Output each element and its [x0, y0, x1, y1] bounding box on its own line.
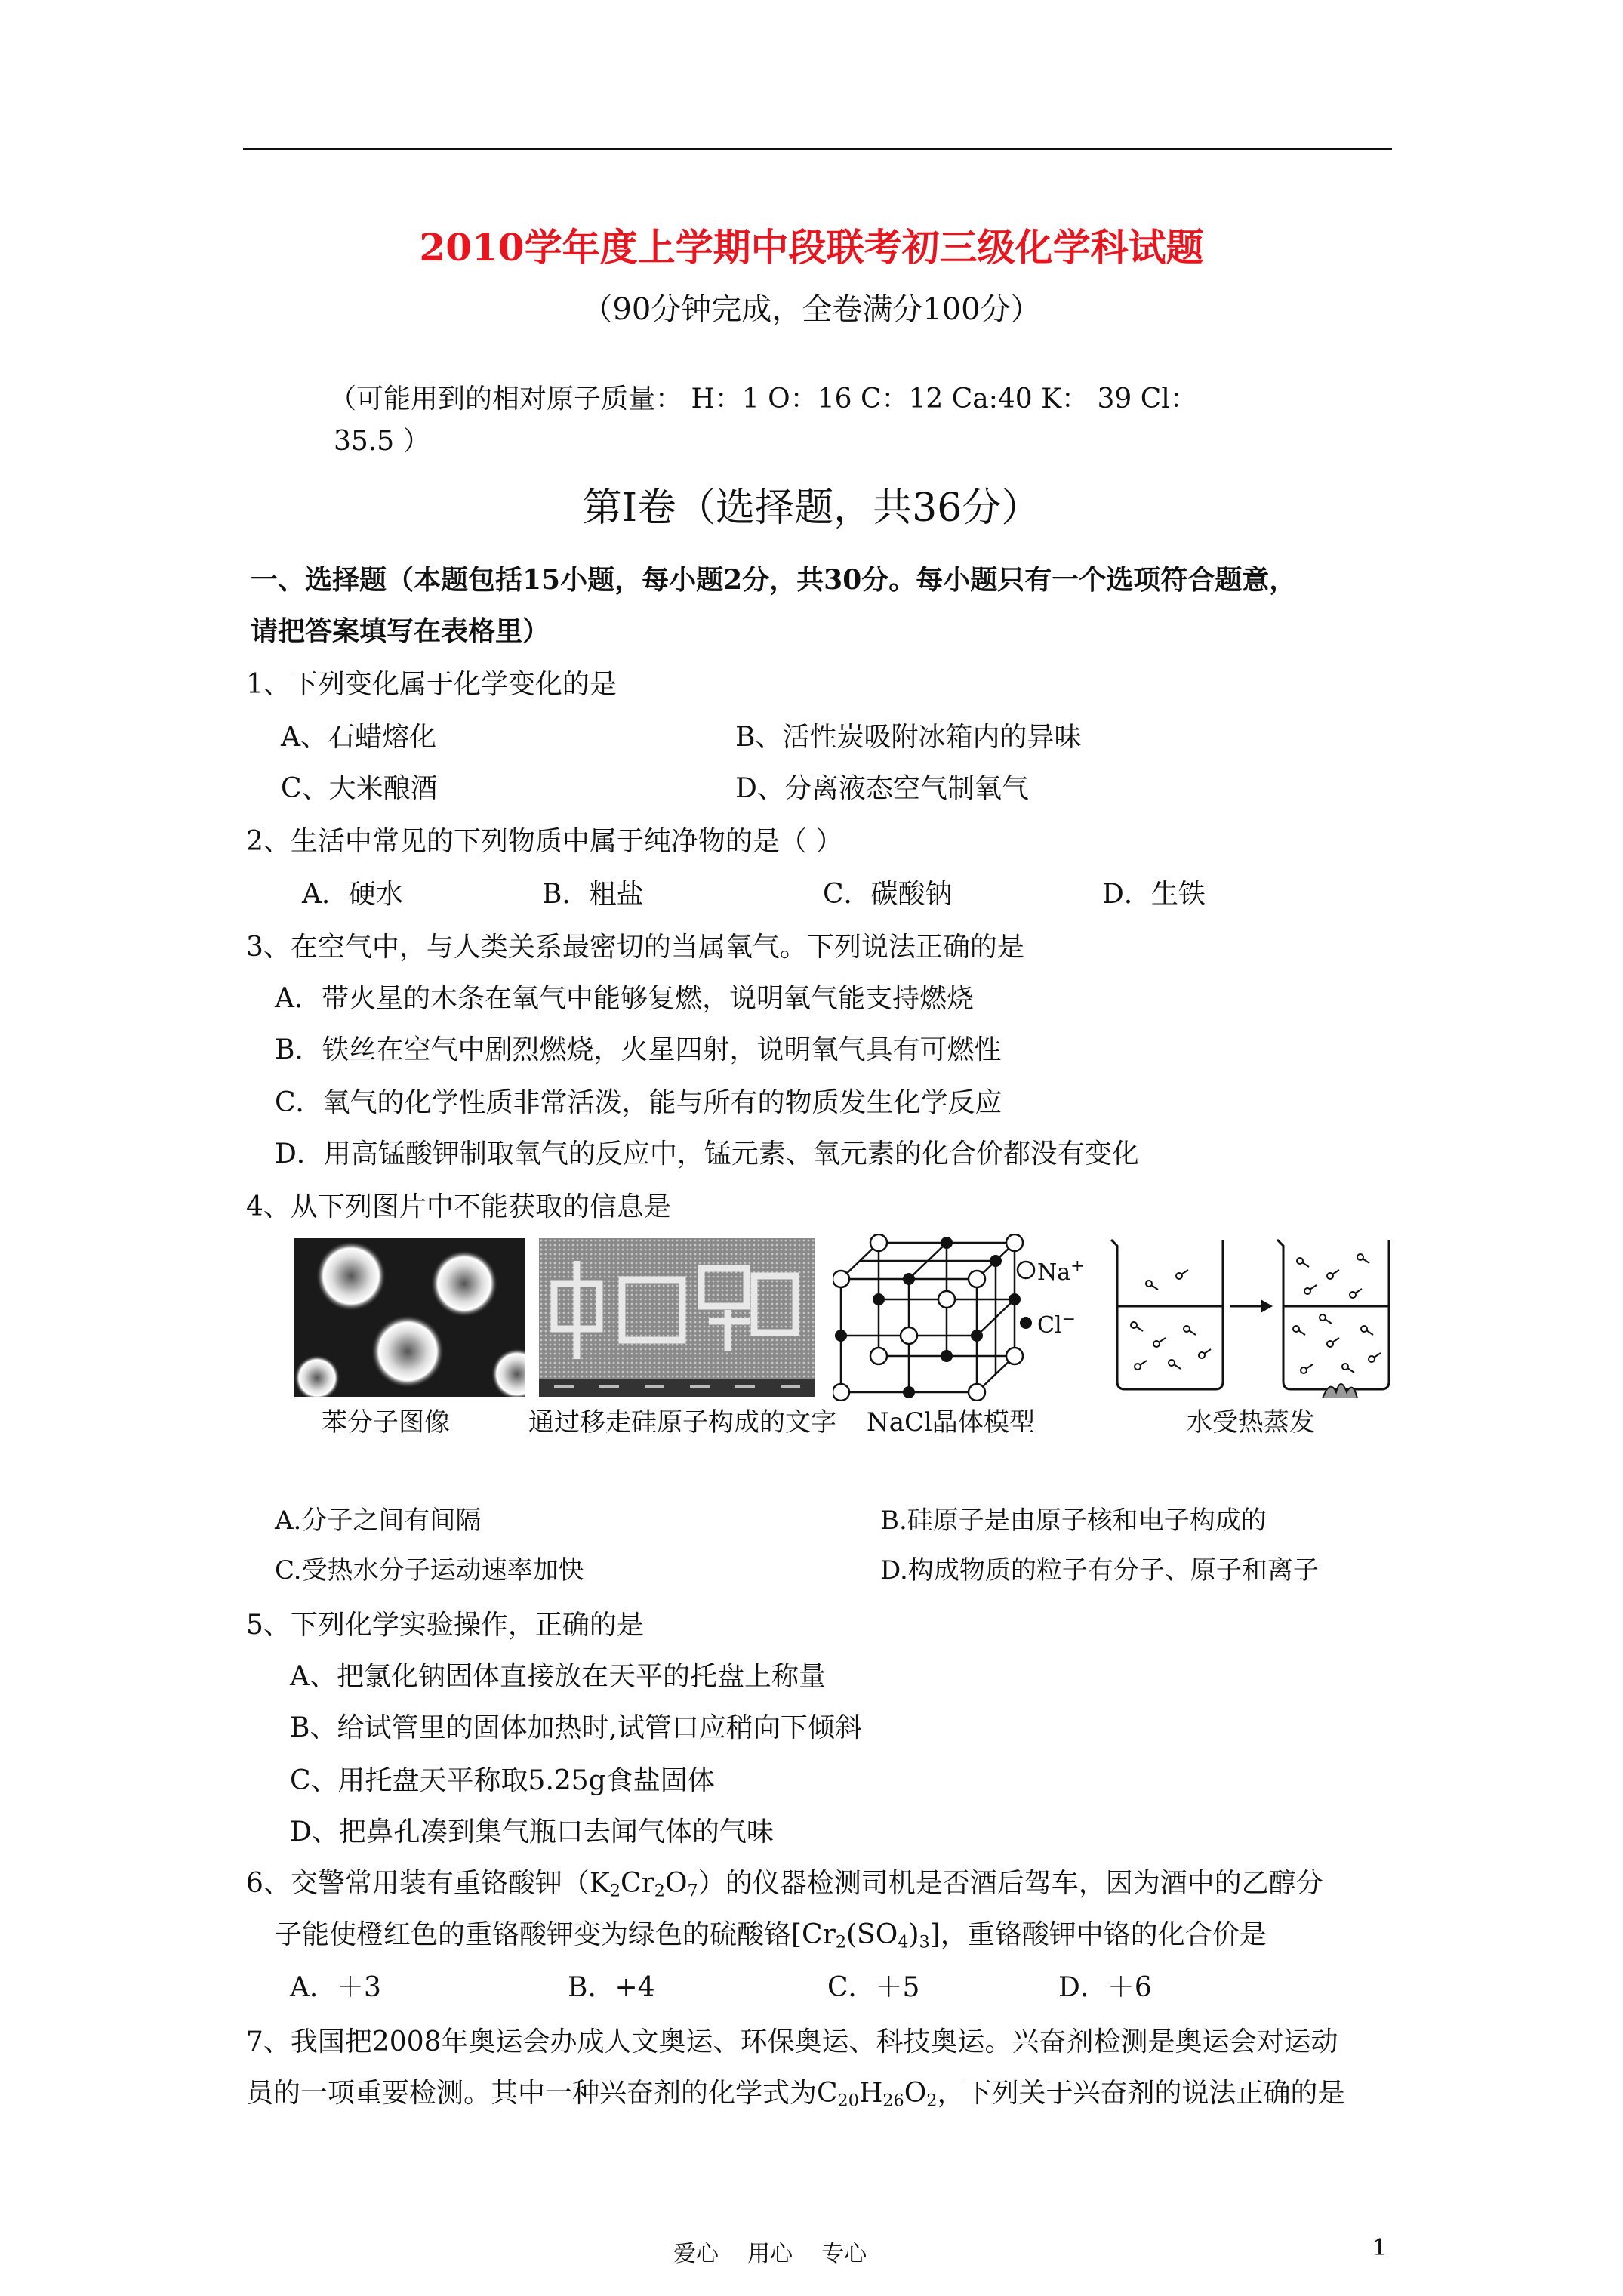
- exam-title: 2010学年度上学期中段联考初三级化学科试题: [419, 225, 1204, 270]
- q3-stem: 3、在空气中，与人类关系最密切的当属氧气。下列说法正确的是: [246, 932, 1024, 963]
- q1-option-a: A、石蜡熔化: [281, 722, 436, 753]
- q5-option-c: C、用托盘天平称取5.25g食盐固体: [290, 1765, 715, 1796]
- top-rule: [243, 148, 1392, 150]
- arrow-head: [1261, 1299, 1273, 1313]
- section-instruction-line1: 一、选择题（本题包括15小题，每小题2分，共30分。每小题只有一个选项符合题意，: [251, 564, 1297, 596]
- benzene-molecule-image: [294, 1238, 525, 1397]
- caption-nacl: NaCl晶体模型: [867, 1407, 1035, 1438]
- q2-option-c: C．碳酸钠: [823, 879, 953, 910]
- q2-option-b: B．粗盐: [542, 879, 644, 910]
- caption-silicon: 通过移走硅原子构成的文字: [528, 1407, 836, 1438]
- nacl-crystal-model: [833, 1234, 1067, 1401]
- q3-option-c: C．氧气的化学性质非常活泼，能与所有的物质发生化学反应: [275, 1087, 1002, 1118]
- exam-subtitle: （90分钟完成，全卷满分100分）: [582, 292, 1041, 327]
- q4-option-c: C.受热水分子运动速率加快: [275, 1555, 584, 1586]
- q1-option-d: D、分离液态空气制氧气: [735, 773, 1029, 804]
- section-title: 第Ⅰ卷（选择题，共36分）: [582, 485, 1041, 531]
- silicon-atom-text-image: [539, 1238, 815, 1397]
- q4-stem: 4、从下列图片中不能获取的信息是: [246, 1191, 671, 1222]
- q5-option-b: B、给试管里的固体加热时,试管口应稍向下倾斜: [290, 1712, 862, 1743]
- q6-option-d: D．＋6: [1058, 1972, 1152, 2003]
- q6-option-a: A．＋3: [290, 1972, 381, 2003]
- atomic-masses-line1: （可能用到的相对原子质量： H：1 O：16 C：12 Ca:40 K： 39 Cl：: [329, 384, 1197, 415]
- q6-option-c: C．＋5: [827, 1972, 920, 2003]
- q6-option-b: B．+4: [568, 1972, 655, 2003]
- q5-option-d: D、把鼻孔凑到集气瓶口去闻气体的气味: [290, 1817, 774, 1848]
- q2-option-a: A．硬水: [302, 879, 403, 910]
- q2-stem: 2、生活中常见的下列物质中属于纯净物的是（ ）: [246, 826, 843, 857]
- q4-option-d: D.构成物质的粒子有分子、原子和离子: [880, 1555, 1319, 1586]
- q5-stem: 5、下列化学实验操作，正确的是: [246, 1610, 644, 1641]
- cl-ion-label: Cl−: [1037, 1310, 1076, 1339]
- water-evaporation-image: [1104, 1231, 1398, 1398]
- q6-stem-line1: 6、交警常用装有重铬酸钾$(K_2Cr_2O_7)$的仪器检测司机是否酒后驾车，因为酒中的乙醇分: [246, 1868, 1323, 1901]
- q4-option-b: B.硅原子是由原子核和电子构成的: [880, 1505, 1267, 1536]
- footer-motto: 爱心 用心 专心: [673, 2241, 867, 2267]
- q1-stem: 1、下列变化属于化学变化的是: [246, 669, 617, 700]
- q4-option-a: A.分子之间有间隔: [275, 1505, 482, 1536]
- na-ion-label: Na+: [1037, 1257, 1085, 1286]
- caption-water: 水受热蒸发: [1187, 1407, 1315, 1438]
- q1-option-b: B、活性炭吸附冰箱内的异味: [735, 722, 1082, 753]
- section-instruction-line2: 请把答案填写在表格里）: [251, 615, 550, 647]
- q3-option-b: B．铁丝在空气中剧烈燃烧，火星四射，说明氧气具有可燃性: [275, 1034, 1002, 1065]
- q5-option-a: A、把氯化钠固体直接放在天平的托盘上称量: [290, 1661, 826, 1692]
- q2-option-d: D．生铁: [1102, 879, 1206, 910]
- atomic-masses-line2: 35.5 ）: [334, 426, 430, 457]
- caption-benzene: 苯分子图像: [322, 1407, 450, 1438]
- q3-option-a: A．带火星的木条在氧气中能够复燃，说明氧气能支持燃烧: [275, 983, 974, 1014]
- q1-option-c: C、大米酿酒: [281, 773, 438, 804]
- flame-icon: [1323, 1384, 1357, 1398]
- q7-stem-line1: 7、我国把2008年奥运会办成人文奥运、环保奥运、科技奥运。兴奋剂检测是奥运会对运动: [246, 2026, 1338, 2057]
- q6-stem-line2: 子能使橙红色的重铬酸钾变为绿色的硫酸铬$[Cr_2(SO_4)_3]$，重铬酸钾中铬的化合价是: [275, 1919, 1267, 1952]
- q3-option-d: D．用高锰酸钾制取氧气的反应中，锰元素、氧元素的化合价都没有变化: [275, 1139, 1139, 1170]
- q7-stem-line2: 员的一项重要检测。其中一种兴奋剂的化学式为$C_{20}H_{26}O_2$，下列关于兴奋剂的说法正确的是: [246, 2078, 1345, 2111]
- page-number: 1: [1372, 2235, 1387, 2261]
